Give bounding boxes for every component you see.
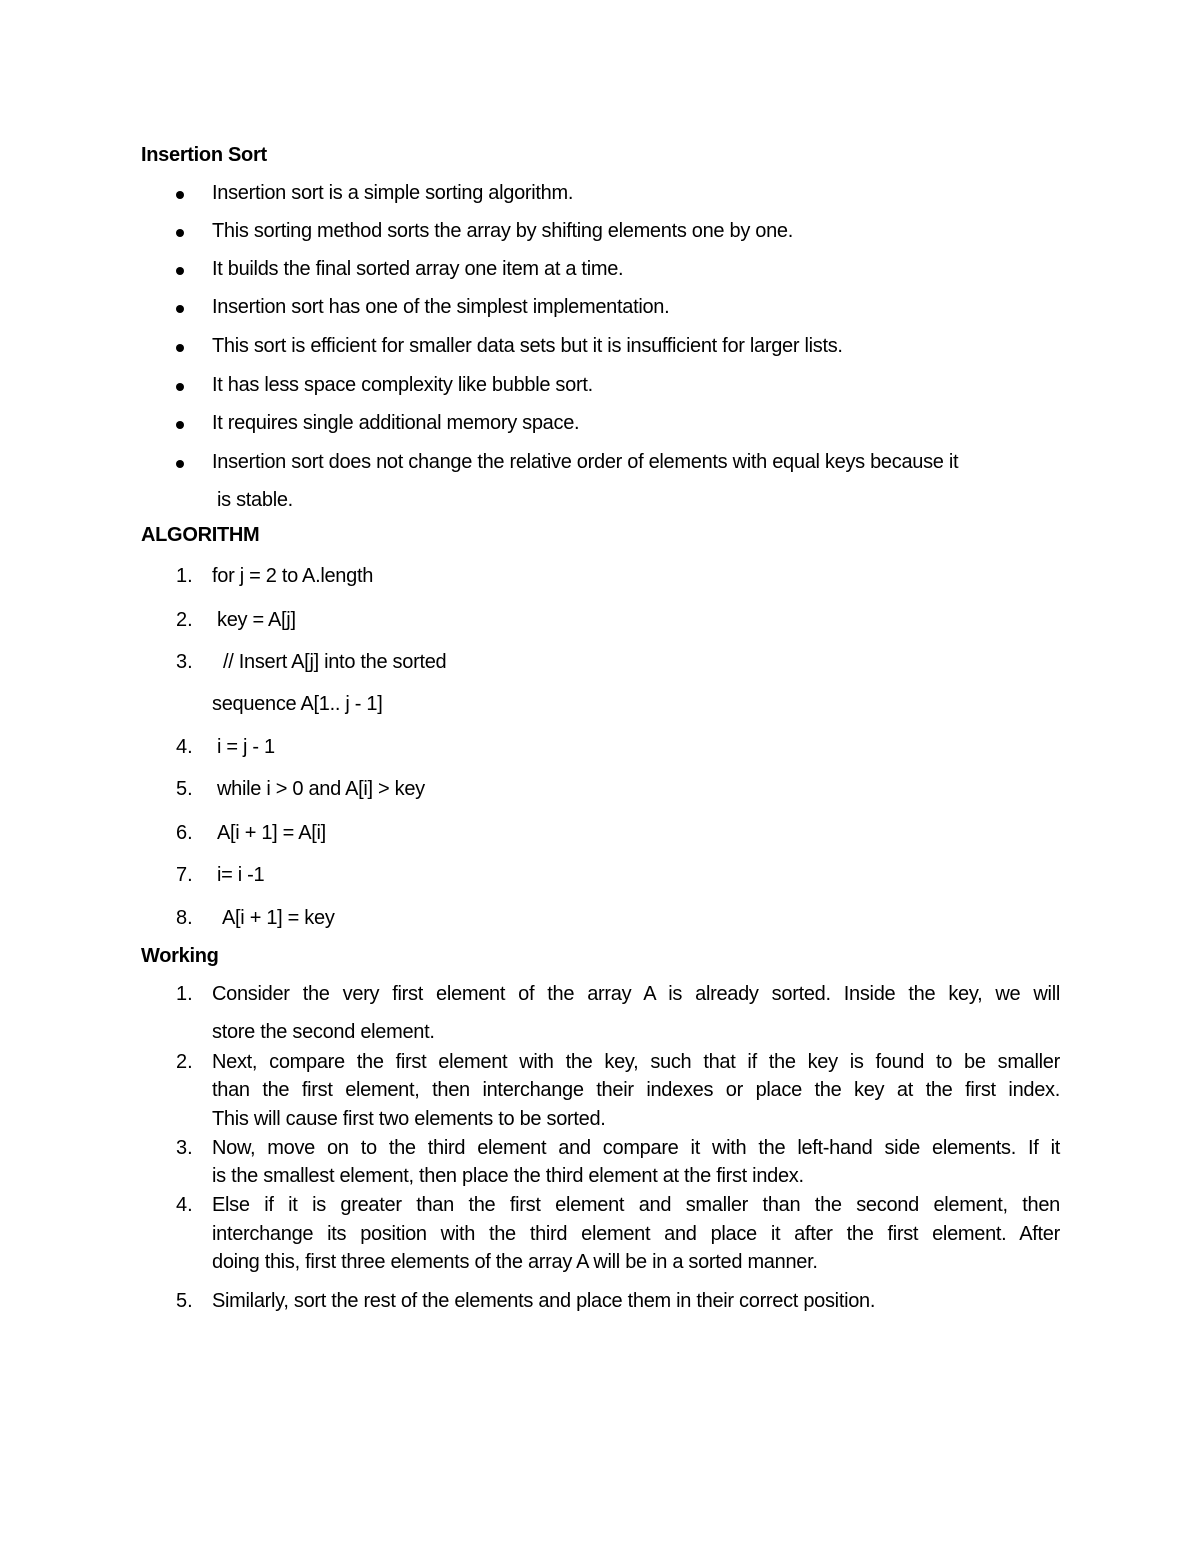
bullet-icon — [176, 305, 184, 313]
algorithm-step-continuation: sequence A[1.. j - 1] — [212, 693, 383, 715]
step-number: 1. — [176, 983, 193, 1005]
bullet-item-continuation: is stable. — [217, 489, 293, 511]
bullet-icon — [176, 344, 184, 352]
bullet-item: This sorting method sorts the array by shifting elements one by one. — [212, 220, 794, 242]
working-line: Next, compare the first element with the key, such that if the key is found to be smaller — [212, 1051, 1060, 1073]
algorithm-step: // Insert A[j] into the sorted — [223, 651, 447, 673]
step-number: 5. — [176, 1290, 193, 1312]
step-number: 2. — [176, 1051, 193, 1073]
working-line: Similarly, sort the rest of the elements and place them in their correct position. — [212, 1290, 876, 1312]
algorithm-step: i = j - 1 — [217, 736, 275, 758]
step-number: 6. — [176, 822, 193, 844]
working-line: This will cause first two elements to be sorted. — [212, 1108, 606, 1130]
step-number: 1. — [176, 565, 193, 587]
bullet-icon — [176, 421, 184, 429]
bullet-item: Insertion sort is a simple sorting algorithm. — [212, 182, 574, 204]
algorithm-step: i= i -1 — [217, 864, 265, 886]
working-line: Else if it is greater than the first element and smaller than the second element, then — [212, 1194, 1060, 1216]
step-number: 4. — [176, 1194, 193, 1216]
bullet-item: Insertion sort does not change the relative order of elements with equal keys because it — [212, 451, 959, 473]
step-number: 8. — [176, 907, 193, 929]
step-number: 7. — [176, 864, 193, 886]
bullet-icon — [176, 191, 184, 199]
algorithm-step: A[i + 1] = key — [222, 907, 335, 929]
step-number: 2. — [176, 609, 193, 631]
bullet-item: It builds the final sorted array one item at a time. — [212, 258, 624, 280]
step-number: 3. — [176, 1137, 193, 1159]
bullet-icon — [176, 229, 184, 237]
step-number: 5. — [176, 778, 193, 800]
working-line: Consider the very first element of the array A is already sorted. Inside the key, we will — [212, 983, 1060, 1005]
bullet-item: This sort is efficient for smaller data sets but it is insufficient for larger lists. — [212, 335, 843, 357]
step-number: 3. — [176, 651, 193, 673]
working-heading: Working — [141, 945, 219, 967]
working-line: store the second element. — [212, 1021, 435, 1043]
bullet-item: Insertion sort has one of the simplest implementation. — [212, 296, 670, 318]
bullet-item: It requires single additional memory space. — [212, 412, 580, 434]
working-line: Now, move on to the third element and compare it with the left-hand side elements. If it — [212, 1137, 1060, 1159]
insertion-sort-heading: Insertion Sort — [141, 144, 267, 166]
bullet-icon — [176, 383, 184, 391]
algorithm-step: A[i + 1] = A[i] — [217, 822, 326, 844]
algorithm-step: while i > 0 and A[i] > key — [217, 778, 425, 800]
working-line: interchange its position with the third element and place it after the first element. After — [212, 1223, 1060, 1245]
step-number: 4. — [176, 736, 193, 758]
working-line: doing this, first three elements of the array A will be in a sorted manner. — [212, 1251, 818, 1273]
algorithm-step: for j = 2 to A.length — [212, 565, 374, 587]
working-line: than the first element, then interchange their indexes or place the key at the first index. — [212, 1079, 1060, 1101]
working-line: is the smallest element, then place the third element at the first index. — [212, 1165, 804, 1187]
bullet-icon — [176, 460, 184, 468]
algorithm-step: key = A[j] — [217, 609, 296, 631]
bullet-item: It has less space complexity like bubble sort. — [212, 374, 593, 396]
bullet-icon — [176, 267, 184, 275]
algorithm-heading: ALGORITHM — [141, 524, 260, 546]
